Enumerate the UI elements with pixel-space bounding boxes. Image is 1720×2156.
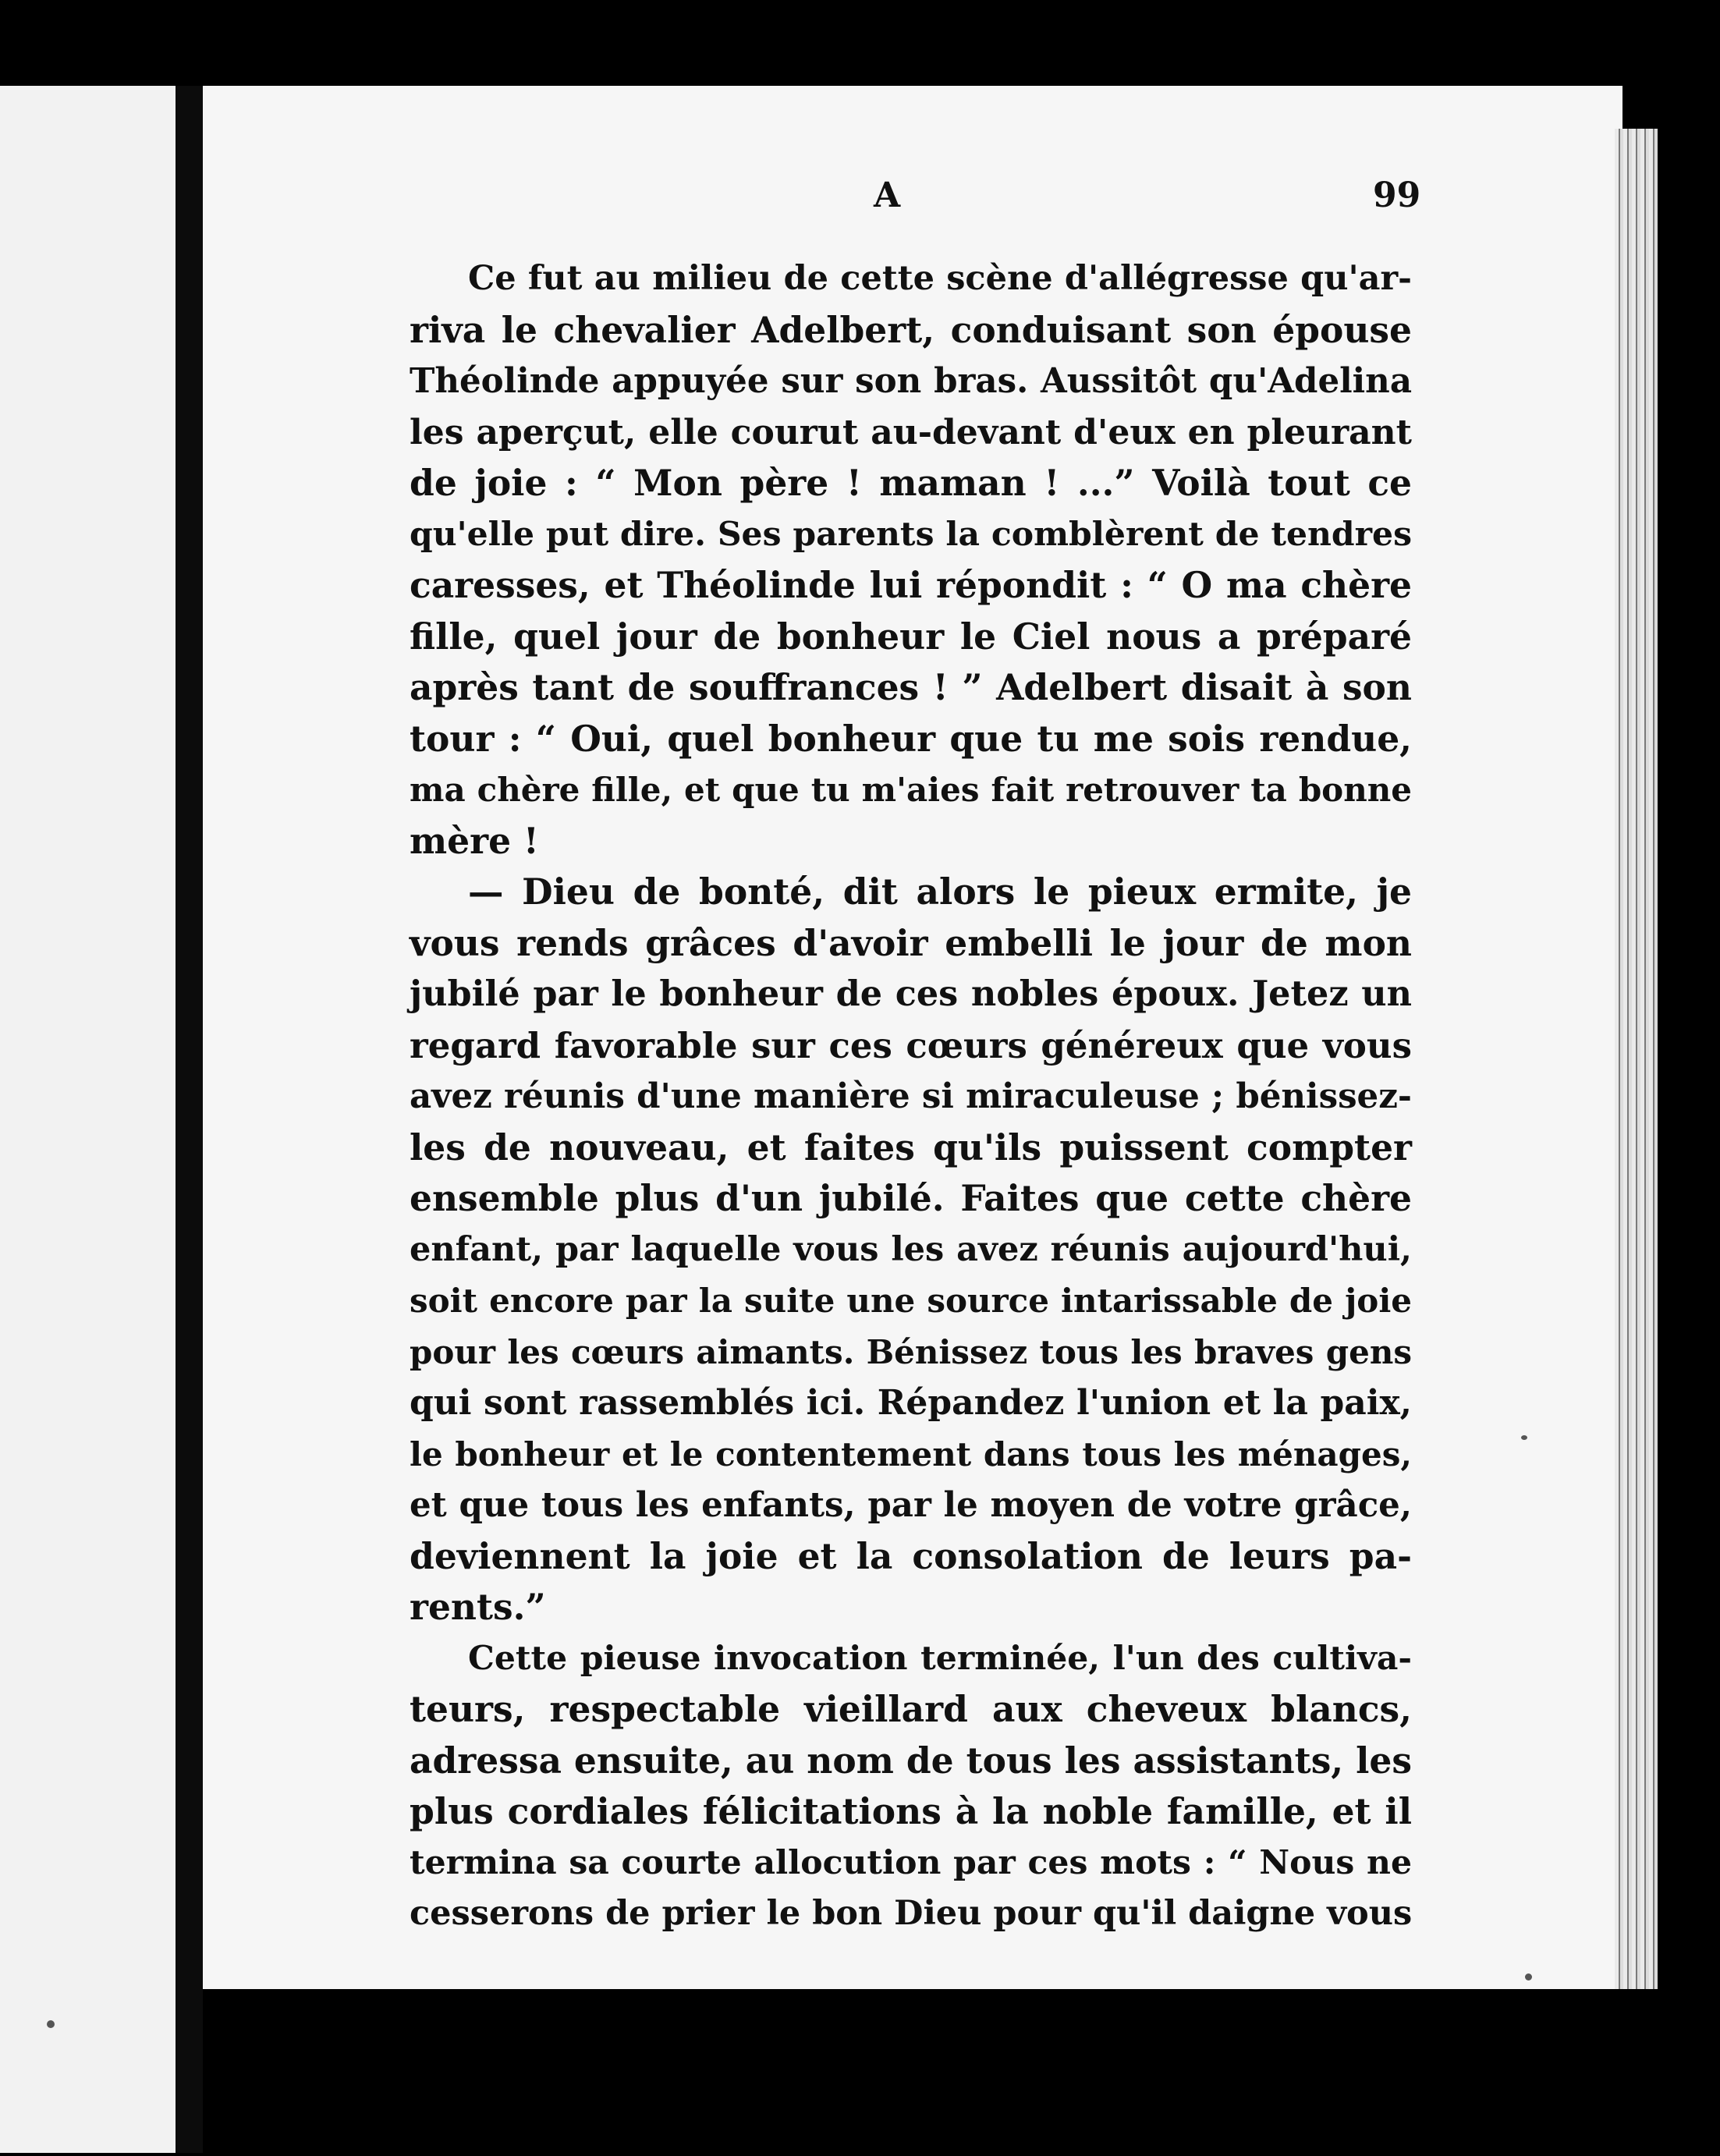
text-line: de joie : “ Mon père ! maman ! ...” Voilà tout ce xyxy=(410,462,1412,504)
text-line: termina sa courte allocution par ces mots : “ Nous ne xyxy=(410,1842,1412,1882)
text-line: plus cordiales félicitations à la noble famille, et il xyxy=(410,1790,1412,1832)
text-line: les de nouveau, et faites qu'ils puissent compter xyxy=(410,1126,1412,1168)
text-line: jubilé par le bonheur de ces nobles époux. Jetez un xyxy=(410,973,1412,1014)
text-line: fille, quel jour de bonheur le Ciel nous a préparé xyxy=(410,615,1412,658)
text-line: teurs, respectable vieillard aux cheveux blancs, xyxy=(410,1688,1412,1730)
text-line: cesserons de prier le bon Dieu pour qu'il daigne vous xyxy=(410,1894,1413,1933)
running-header xyxy=(203,176,1420,230)
signature-mark: A xyxy=(874,176,901,215)
text-line: adressa ensuite, au nom de tous les assistants, les xyxy=(410,1739,1412,1782)
dust-speck xyxy=(1521,1435,1527,1440)
facing-page-edge xyxy=(0,86,176,2153)
binding-gutter xyxy=(176,86,203,2153)
text-line: enfant, par laquelle vous les avez réunis aujourd'hui, xyxy=(410,1229,1412,1269)
text-line: vous rends grâces d'avoir embelli le jour de mon xyxy=(410,921,1412,964)
text-line: après tant de souffrances ! ” Adelbert disait à son xyxy=(410,666,1412,708)
text-line: soit encore par la suite une source intarissable de joie xyxy=(410,1282,1412,1320)
text-line: le bonheur et le contentement dans tous les ménages, xyxy=(410,1434,1412,1473)
page-number: 99 xyxy=(1373,176,1421,215)
text-line: — Dieu de bonté, dit alors le pieux ermite, je xyxy=(468,871,1412,913)
text-line: ensemble plus d'un jubilé. Faites que cette chère xyxy=(410,1177,1412,1219)
dust-speck xyxy=(1525,1973,1532,1980)
dust-speck xyxy=(47,2020,55,2028)
text-line: regard favorable sur ces cœurs généreux que vous xyxy=(410,1024,1412,1066)
text-line: pour les cœurs aimants. Bénissez tous les braves gens xyxy=(410,1332,1412,1371)
text-line: mère ! xyxy=(410,819,539,862)
text-line: avez réunis d'une manière si miraculeuse ; bénissez- xyxy=(410,1076,1412,1116)
text-line: caresses, et Théolinde lui répondit : “ O ma chère xyxy=(410,564,1412,606)
text-line: deviennent la joie et la consolation de leurs pa- xyxy=(410,1534,1412,1577)
page-edge-stack xyxy=(1615,129,1658,1997)
text-line: les aperçut, elle courut au-devant d'eux en pleurant xyxy=(410,412,1412,452)
text-line: Cette pieuse invocation terminée, l'un des cultiva- xyxy=(468,1638,1412,1678)
text-line: et que tous les enfants, par le moyen de votre grâce, xyxy=(410,1485,1412,1525)
text-line: qu'elle put dire. Ses parents la comblèrent de tendres xyxy=(410,514,1412,554)
body-text xyxy=(410,254,1412,1940)
text-line: Ce fut au milieu de cette scène d'allégresse qu'ar- xyxy=(468,259,1412,298)
text-line: qui sont rassemblés ici. Répandez l'union et la paix, xyxy=(410,1383,1412,1423)
text-line: Théolinde appuyée sur son bras. Aussitôt qu'Adelina xyxy=(410,361,1412,401)
text-line: tour : “ Oui, quel bonheur que tu me sois rendue, xyxy=(410,717,1412,760)
text-line: rents.” xyxy=(410,1586,546,1628)
text-line: riva le chevalier Adelbert, conduisant son épouse xyxy=(410,308,1412,351)
bottom-shadow xyxy=(203,1989,1661,2156)
text-line: ma chère fille, et que tu m'aies fait retrouver ta bonne xyxy=(410,771,1412,809)
